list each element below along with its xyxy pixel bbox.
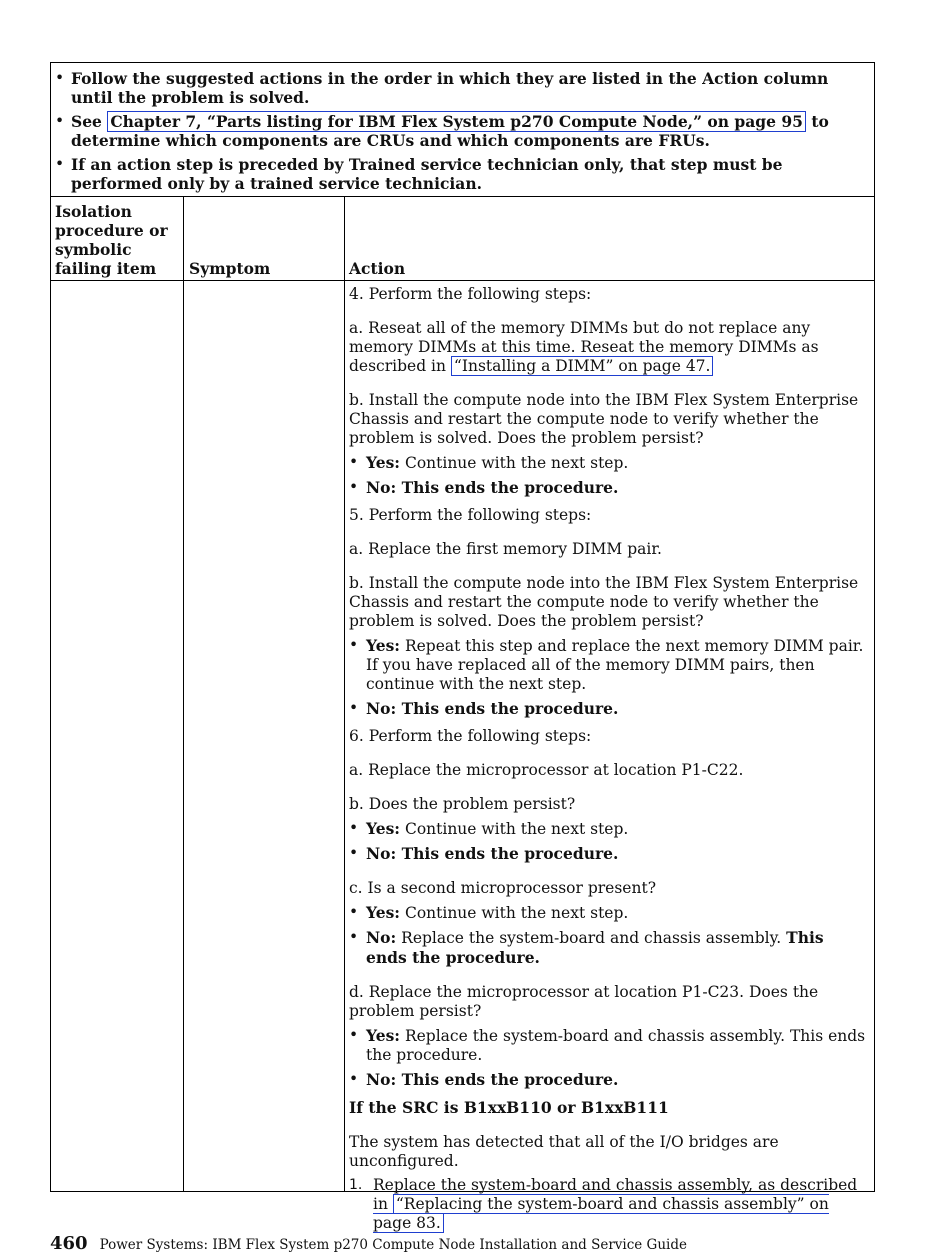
step-5a: a. Replace the first memory DIMM pair. [349,540,662,558]
column-divider [183,197,184,1191]
header-action: Action [349,259,406,278]
step-5b-yes: • Yes: Repeat this step and replace the next memory DIMM pair. If you have replaced all of the memory DIMM pairs, then continue with the next step. [349,636,869,694]
step-6b-no: • No: This ends the procedure. [349,844,869,864]
src-heading: If the SRC is B1xxB110 or B1xxB111 [349,1098,669,1117]
step-6b: b. Does the problem persist? [349,795,576,813]
document-title: Power Systems: IBM Flex System p270 Compute Node Installation and Service Guide [99,1237,687,1253]
header-divider [51,280,874,281]
page-number: 460 [50,1233,88,1254]
installing-dimm-link[interactable]: “Installing a DIMM” on page 47. [451,356,714,376]
page-footer [50,1233,687,1254]
notes-section [51,63,874,197]
column-divider [344,197,345,1191]
step-6: 6. Perform the following steps: [349,727,592,745]
step-5b-no: • No: This ends the procedure. [349,699,869,719]
step-4b: b. Install the compute node into the IBM Flex System Enterprise Chassis and restart the compute node to verify whether the problem is solved. Does the problem persist? [349,391,859,447]
step-5: 5. Perform the following steps: [349,506,592,524]
step-5b: b. Install the compute node into the IBM Flex System Enterprise Chassis and restart the compute node to verify whether the problem is solved. Does the problem persist? [349,574,859,630]
step-6c-no: • No: Replace the system-board and chassis assembly. This ends the procedure. [349,928,869,968]
step-4: 4. Perform the following steps: [349,285,592,303]
note-item: • Follow the suggested actions in the order in which they are listed in the Action column until the problem is solved. [55,69,868,107]
procedure-table [50,62,875,1232]
step-6b-yes: • Yes: Continue with the next step. [349,819,869,839]
src-description: The system has detected that all of the I/O bridges are unconfigured. [349,1133,779,1170]
step-6c-yes: • Yes: Continue with the next step. [349,903,869,923]
step-4a: a. Reseat all of the memory DIMMs but do not replace any memory DIMMs at this time. Reseat the memory DIMMs as described in “Installing a DIMM” on page 47. [349,319,819,375]
step-6c: c. Is a second microprocessor present? [349,879,657,897]
replacing-system-board-link[interactable]: “Replacing the system-board and chassis assembly” on page 83. [373,1195,829,1232]
step-4b-no: • No: This ends the procedure. [349,478,869,498]
step-6d-yes: • Yes: Replace the system-board and chassis assembly. This ends the procedure. [349,1026,869,1065]
step-4b-yes: • Yes: Continue with the next step. [349,453,869,473]
header-symptom: Symptom [189,259,271,278]
step-6d: d. Replace the microprocessor at location P1-C23. Does the problem persist? [349,983,819,1020]
chapter-7-link[interactable]: Chapter 7, “Parts listing for IBM Flex System p270 Compute Node,” on page 95 [107,111,806,132]
note-item: • If an action step is preceded by Trained service technician only, that step must be performed only by a trained service technician. [55,155,868,193]
header-isolation: Isolation procedure or symbolic failing item [55,202,168,278]
step-6a: a. Replace the microprocessor at location P1-C22. [349,761,744,779]
src-step-1: 1. Replace the system-board and chassis assembly, as described in “Replacing the system-board and chassis assembly” on page 83. [349,1176,858,1232]
action-cell [349,285,869,1233]
step-6d-no: • No: This ends the procedure. [349,1070,869,1090]
note-item: • See Chapter 7, “Parts listing for IBM Flex System p270 Compute Node,” on page 95 to determine which components are CRUs and which components are FRUs. [55,112,868,150]
